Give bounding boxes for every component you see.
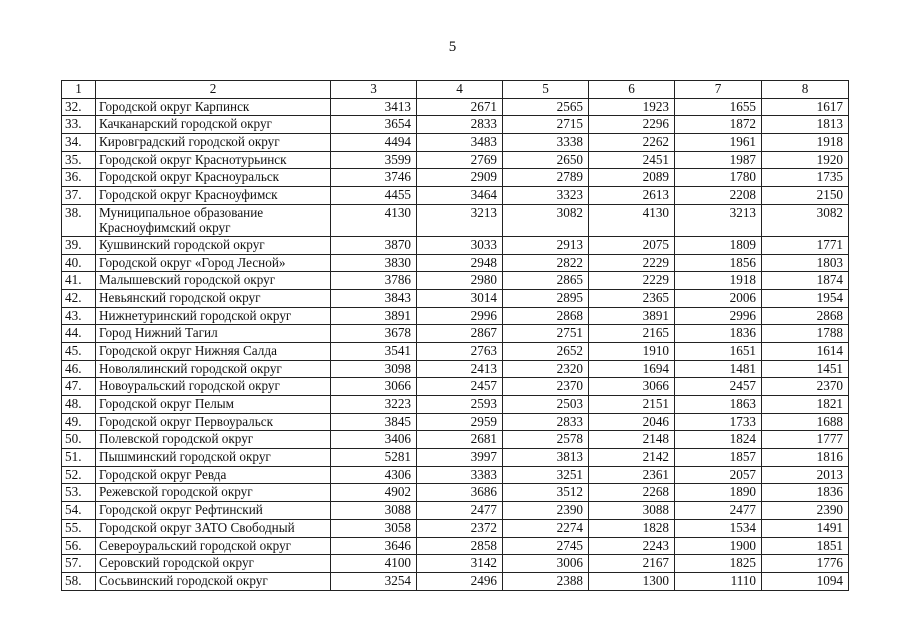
- value-cell: 3845: [331, 413, 417, 431]
- municipality-name-cell: Городской округ Ревда: [96, 466, 331, 484]
- table-header-row: [62, 81, 849, 99]
- table-row: [62, 537, 849, 555]
- value-cell: 2388: [503, 572, 589, 590]
- value-cell: 3646: [331, 537, 417, 555]
- value-cell: 1987: [675, 151, 762, 169]
- value-cell: 2833: [503, 413, 589, 431]
- value-cell: 2948: [417, 254, 503, 272]
- value-cell: 3678: [331, 325, 417, 343]
- municipality-name-cell: Серовский городской округ: [96, 555, 331, 573]
- value-cell: 3082: [762, 204, 849, 236]
- value-cell: 2457: [417, 378, 503, 396]
- value-cell: 2274: [503, 519, 589, 537]
- value-cell: 1836: [675, 325, 762, 343]
- value-cell: 2751: [503, 325, 589, 343]
- value-cell: 2296: [589, 116, 675, 134]
- value-cell: 2613: [589, 187, 675, 205]
- value-cell: 3338: [503, 134, 589, 152]
- value-cell: 2165: [589, 325, 675, 343]
- row-number-cell: 51.: [62, 449, 96, 467]
- value-cell: 3213: [675, 204, 762, 236]
- value-cell: 2578: [503, 431, 589, 449]
- value-cell: 2243: [589, 537, 675, 555]
- value-cell: 2865: [503, 272, 589, 290]
- value-cell: 2789: [503, 169, 589, 187]
- value-cell: 2451: [589, 151, 675, 169]
- value-cell: 2142: [589, 449, 675, 467]
- table-row: [62, 169, 849, 187]
- value-cell: 3406: [331, 431, 417, 449]
- table-row: [62, 466, 849, 484]
- value-cell: 1655: [675, 98, 762, 116]
- row-number-cell: 33.: [62, 116, 96, 134]
- value-cell: 2262: [589, 134, 675, 152]
- value-cell: 1534: [675, 519, 762, 537]
- value-cell: 1825: [675, 555, 762, 573]
- value-cell: 3383: [417, 466, 503, 484]
- row-number-cell: 32.: [62, 98, 96, 116]
- value-cell: 1824: [675, 431, 762, 449]
- value-cell: 3746: [331, 169, 417, 187]
- value-cell: 3066: [331, 378, 417, 396]
- value-cell: 1776: [762, 555, 849, 573]
- row-number-cell: 41.: [62, 272, 96, 290]
- table-row: [62, 272, 849, 290]
- value-cell: 4494: [331, 134, 417, 152]
- value-cell: 2365: [589, 289, 675, 307]
- value-cell: 1451: [762, 360, 849, 378]
- value-cell: 2959: [417, 413, 503, 431]
- value-cell: 1094: [762, 572, 849, 590]
- table-row: [62, 555, 849, 573]
- value-cell: 3323: [503, 187, 589, 205]
- table-row: [62, 289, 849, 307]
- data-table: [61, 80, 849, 591]
- value-cell: 2913: [503, 236, 589, 254]
- table-row: [62, 572, 849, 590]
- municipality-name-cell: Пышминский городской округ: [96, 449, 331, 467]
- table-row: [62, 254, 849, 272]
- value-cell: 2372: [417, 519, 503, 537]
- value-cell: 3813: [503, 449, 589, 467]
- municipality-name-cell: Городской округ Карпинск: [96, 98, 331, 116]
- value-cell: 2167: [589, 555, 675, 573]
- value-cell: 3251: [503, 466, 589, 484]
- row-number-cell: 40.: [62, 254, 96, 272]
- header-cell: 8: [762, 81, 849, 99]
- value-cell: 3006: [503, 555, 589, 573]
- value-cell: 1780: [675, 169, 762, 187]
- value-cell: 3213: [417, 204, 503, 236]
- municipality-name-cell: Режевской городской округ: [96, 484, 331, 502]
- table-row: [62, 236, 849, 254]
- value-cell: 3599: [331, 151, 417, 169]
- value-cell: 2457: [675, 378, 762, 396]
- value-cell: 1856: [675, 254, 762, 272]
- value-cell: 2477: [417, 502, 503, 520]
- value-cell: 1857: [675, 449, 762, 467]
- value-cell: 2229: [589, 272, 675, 290]
- value-cell: 3891: [331, 307, 417, 325]
- value-cell: 3870: [331, 236, 417, 254]
- value-cell: 2769: [417, 151, 503, 169]
- value-cell: 2268: [589, 484, 675, 502]
- value-cell: 1491: [762, 519, 849, 537]
- value-cell: 3098: [331, 360, 417, 378]
- row-number-cell: 53.: [62, 484, 96, 502]
- municipality-name-cell: Нижнетуринский городской округ: [96, 307, 331, 325]
- municipality-name-cell: Городской округ Красноуральск: [96, 169, 331, 187]
- value-cell: 3686: [417, 484, 503, 502]
- municipality-name-cell: Невьянский городской округ: [96, 289, 331, 307]
- value-cell: 1694: [589, 360, 675, 378]
- value-cell: 1923: [589, 98, 675, 116]
- municipality-name-cell: Городской округ Первоуральск: [96, 413, 331, 431]
- value-cell: 2150: [762, 187, 849, 205]
- value-cell: 2681: [417, 431, 503, 449]
- table-row: [62, 151, 849, 169]
- value-cell: 1910: [589, 342, 675, 360]
- row-number-cell: 43.: [62, 307, 96, 325]
- header-cell: 4: [417, 81, 503, 99]
- value-cell: 1803: [762, 254, 849, 272]
- value-cell: 2867: [417, 325, 503, 343]
- municipality-name-cell: Новоуральский городской округ: [96, 378, 331, 396]
- table-row: [62, 413, 849, 431]
- value-cell: 5281: [331, 449, 417, 467]
- value-cell: 2503: [503, 396, 589, 414]
- header-cell: 1: [62, 81, 96, 99]
- table-row: [62, 204, 849, 236]
- value-cell: 2089: [589, 169, 675, 187]
- value-cell: 2650: [503, 151, 589, 169]
- value-cell: 1688: [762, 413, 849, 431]
- table-row: [62, 342, 849, 360]
- value-cell: 1813: [762, 116, 849, 134]
- value-cell: 3254: [331, 572, 417, 590]
- row-number-cell: 36.: [62, 169, 96, 187]
- row-number-cell: 55.: [62, 519, 96, 537]
- municipality-name-cell: Муниципальное образование Красноуфимский округ: [96, 204, 331, 236]
- value-cell: 2390: [762, 502, 849, 520]
- value-cell: 2745: [503, 537, 589, 555]
- table-row: [62, 360, 849, 378]
- row-number-cell: 57.: [62, 555, 96, 573]
- value-cell: 3014: [417, 289, 503, 307]
- table-row: [62, 187, 849, 205]
- row-number-cell: 52.: [62, 466, 96, 484]
- value-cell: 3033: [417, 236, 503, 254]
- value-cell: 3088: [331, 502, 417, 520]
- value-cell: 2013: [762, 466, 849, 484]
- value-cell: 2057: [675, 466, 762, 484]
- municipality-name-cell: Малышевский городской округ: [96, 272, 331, 290]
- value-cell: 3654: [331, 116, 417, 134]
- row-number-cell: 34.: [62, 134, 96, 152]
- row-number-cell: 38.: [62, 204, 96, 236]
- value-cell: 3082: [503, 204, 589, 236]
- value-cell: 1863: [675, 396, 762, 414]
- value-cell: 2763: [417, 342, 503, 360]
- value-cell: 2565: [503, 98, 589, 116]
- value-cell: 1735: [762, 169, 849, 187]
- value-cell: 1110: [675, 572, 762, 590]
- value-cell: 2980: [417, 272, 503, 290]
- value-cell: 2996: [675, 307, 762, 325]
- value-cell: 3088: [589, 502, 675, 520]
- value-cell: 1872: [675, 116, 762, 134]
- header-cell: 2: [96, 81, 331, 99]
- row-number-cell: 54.: [62, 502, 96, 520]
- value-cell: 4455: [331, 187, 417, 205]
- value-cell: 1900: [675, 537, 762, 555]
- value-cell: 2148: [589, 431, 675, 449]
- value-cell: 2715: [503, 116, 589, 134]
- row-number-cell: 37.: [62, 187, 96, 205]
- value-cell: 1614: [762, 342, 849, 360]
- value-cell: 2868: [762, 307, 849, 325]
- value-cell: 1651: [675, 342, 762, 360]
- row-number-cell: 42.: [62, 289, 96, 307]
- row-number-cell: 45.: [62, 342, 96, 360]
- value-cell: 1836: [762, 484, 849, 502]
- header-cell: 6: [589, 81, 675, 99]
- value-cell: 3223: [331, 396, 417, 414]
- value-cell: 1874: [762, 272, 849, 290]
- row-number-cell: 56.: [62, 537, 96, 555]
- value-cell: 3786: [331, 272, 417, 290]
- value-cell: 2390: [503, 502, 589, 520]
- value-cell: 2361: [589, 466, 675, 484]
- row-number-cell: 47.: [62, 378, 96, 396]
- value-cell: 3413: [331, 98, 417, 116]
- value-cell: 3483: [417, 134, 503, 152]
- value-cell: 3464: [417, 187, 503, 205]
- table-row: [62, 307, 849, 325]
- value-cell: 1816: [762, 449, 849, 467]
- value-cell: 1809: [675, 236, 762, 254]
- row-number-cell: 44.: [62, 325, 96, 343]
- row-number-cell: 58.: [62, 572, 96, 590]
- value-cell: 2229: [589, 254, 675, 272]
- table-row: [62, 449, 849, 467]
- row-number-cell: 39.: [62, 236, 96, 254]
- value-cell: 2151: [589, 396, 675, 414]
- value-cell: 3058: [331, 519, 417, 537]
- table-row: [62, 502, 849, 520]
- value-cell: 1920: [762, 151, 849, 169]
- value-cell: 3066: [589, 378, 675, 396]
- value-cell: 3512: [503, 484, 589, 502]
- header-cell: 5: [503, 81, 589, 99]
- municipality-name-cell: Качканарский городской округ: [96, 116, 331, 134]
- municipality-name-cell: Городской округ Краснотурьинск: [96, 151, 331, 169]
- row-number-cell: 48.: [62, 396, 96, 414]
- value-cell: 2320: [503, 360, 589, 378]
- value-cell: 1617: [762, 98, 849, 116]
- value-cell: 3891: [589, 307, 675, 325]
- value-cell: 1300: [589, 572, 675, 590]
- municipality-name-cell: Североуральский городской округ: [96, 537, 331, 555]
- value-cell: 2652: [503, 342, 589, 360]
- value-cell: 2909: [417, 169, 503, 187]
- value-cell: 2075: [589, 236, 675, 254]
- value-cell: 1851: [762, 537, 849, 555]
- value-cell: 2868: [503, 307, 589, 325]
- value-cell: 1481: [675, 360, 762, 378]
- table-row: [62, 134, 849, 152]
- value-cell: 4306: [331, 466, 417, 484]
- municipality-name-cell: Городской округ Красноуфимск: [96, 187, 331, 205]
- value-cell: 1918: [762, 134, 849, 152]
- municipality-name-cell: Новолялинский городской округ: [96, 360, 331, 378]
- value-cell: 2496: [417, 572, 503, 590]
- value-cell: 2208: [675, 187, 762, 205]
- row-number-cell: 50.: [62, 431, 96, 449]
- value-cell: 3830: [331, 254, 417, 272]
- value-cell: 3541: [331, 342, 417, 360]
- value-cell: 3997: [417, 449, 503, 467]
- row-number-cell: 49.: [62, 413, 96, 431]
- value-cell: 1733: [675, 413, 762, 431]
- value-cell: 1961: [675, 134, 762, 152]
- header-cell: 3: [331, 81, 417, 99]
- municipality-name-cell: Сосьвинский городской округ: [96, 572, 331, 590]
- municipality-name-cell: Городской округ Рефтинский: [96, 502, 331, 520]
- value-cell: 2671: [417, 98, 503, 116]
- municipality-name-cell: Полевской городской округ: [96, 431, 331, 449]
- page-number: 5: [448, 39, 457, 55]
- value-cell: 1771: [762, 236, 849, 254]
- value-cell: 2996: [417, 307, 503, 325]
- table-row: [62, 98, 849, 116]
- value-cell: 2895: [503, 289, 589, 307]
- table-body: [62, 81, 849, 591]
- table-row: [62, 431, 849, 449]
- value-cell: 1890: [675, 484, 762, 502]
- value-cell: 2822: [503, 254, 589, 272]
- table-row: [62, 519, 849, 537]
- value-cell: 3142: [417, 555, 503, 573]
- municipality-name-cell: Городской округ ЗАТО Свободный: [96, 519, 331, 537]
- value-cell: 2858: [417, 537, 503, 555]
- value-cell: 4100: [331, 555, 417, 573]
- value-cell: 2413: [417, 360, 503, 378]
- value-cell: 3843: [331, 289, 417, 307]
- value-cell: 2046: [589, 413, 675, 431]
- value-cell: 4130: [331, 204, 417, 236]
- value-cell: 1954: [762, 289, 849, 307]
- value-cell: 4130: [589, 204, 675, 236]
- value-cell: 2833: [417, 116, 503, 134]
- table-row: [62, 484, 849, 502]
- row-number-cell: 46.: [62, 360, 96, 378]
- municipality-name-cell: Кировградский городской округ: [96, 134, 331, 152]
- municipality-name-cell: Город Нижний Тагил: [96, 325, 331, 343]
- value-cell: 4902: [331, 484, 417, 502]
- header-cell: 7: [675, 81, 762, 99]
- value-cell: 2477: [675, 502, 762, 520]
- row-number-cell: 35.: [62, 151, 96, 169]
- value-cell: 1777: [762, 431, 849, 449]
- municipality-name-cell: Городской округ «Город Лесной»: [96, 254, 331, 272]
- municipality-name-cell: Городской округ Нижняя Салда: [96, 342, 331, 360]
- value-cell: 2370: [762, 378, 849, 396]
- municipality-name-cell: Городской округ Пелым: [96, 396, 331, 414]
- table-row: [62, 325, 849, 343]
- table-row: [62, 396, 849, 414]
- value-cell: 1821: [762, 396, 849, 414]
- value-cell: 1918: [675, 272, 762, 290]
- value-cell: 2593: [417, 396, 503, 414]
- value-cell: 2006: [675, 289, 762, 307]
- value-cell: 1788: [762, 325, 849, 343]
- table-row: [62, 378, 849, 396]
- value-cell: 2370: [503, 378, 589, 396]
- municipality-name-cell: Кушвинский городской округ: [96, 236, 331, 254]
- table-row: [62, 116, 849, 134]
- value-cell: 1828: [589, 519, 675, 537]
